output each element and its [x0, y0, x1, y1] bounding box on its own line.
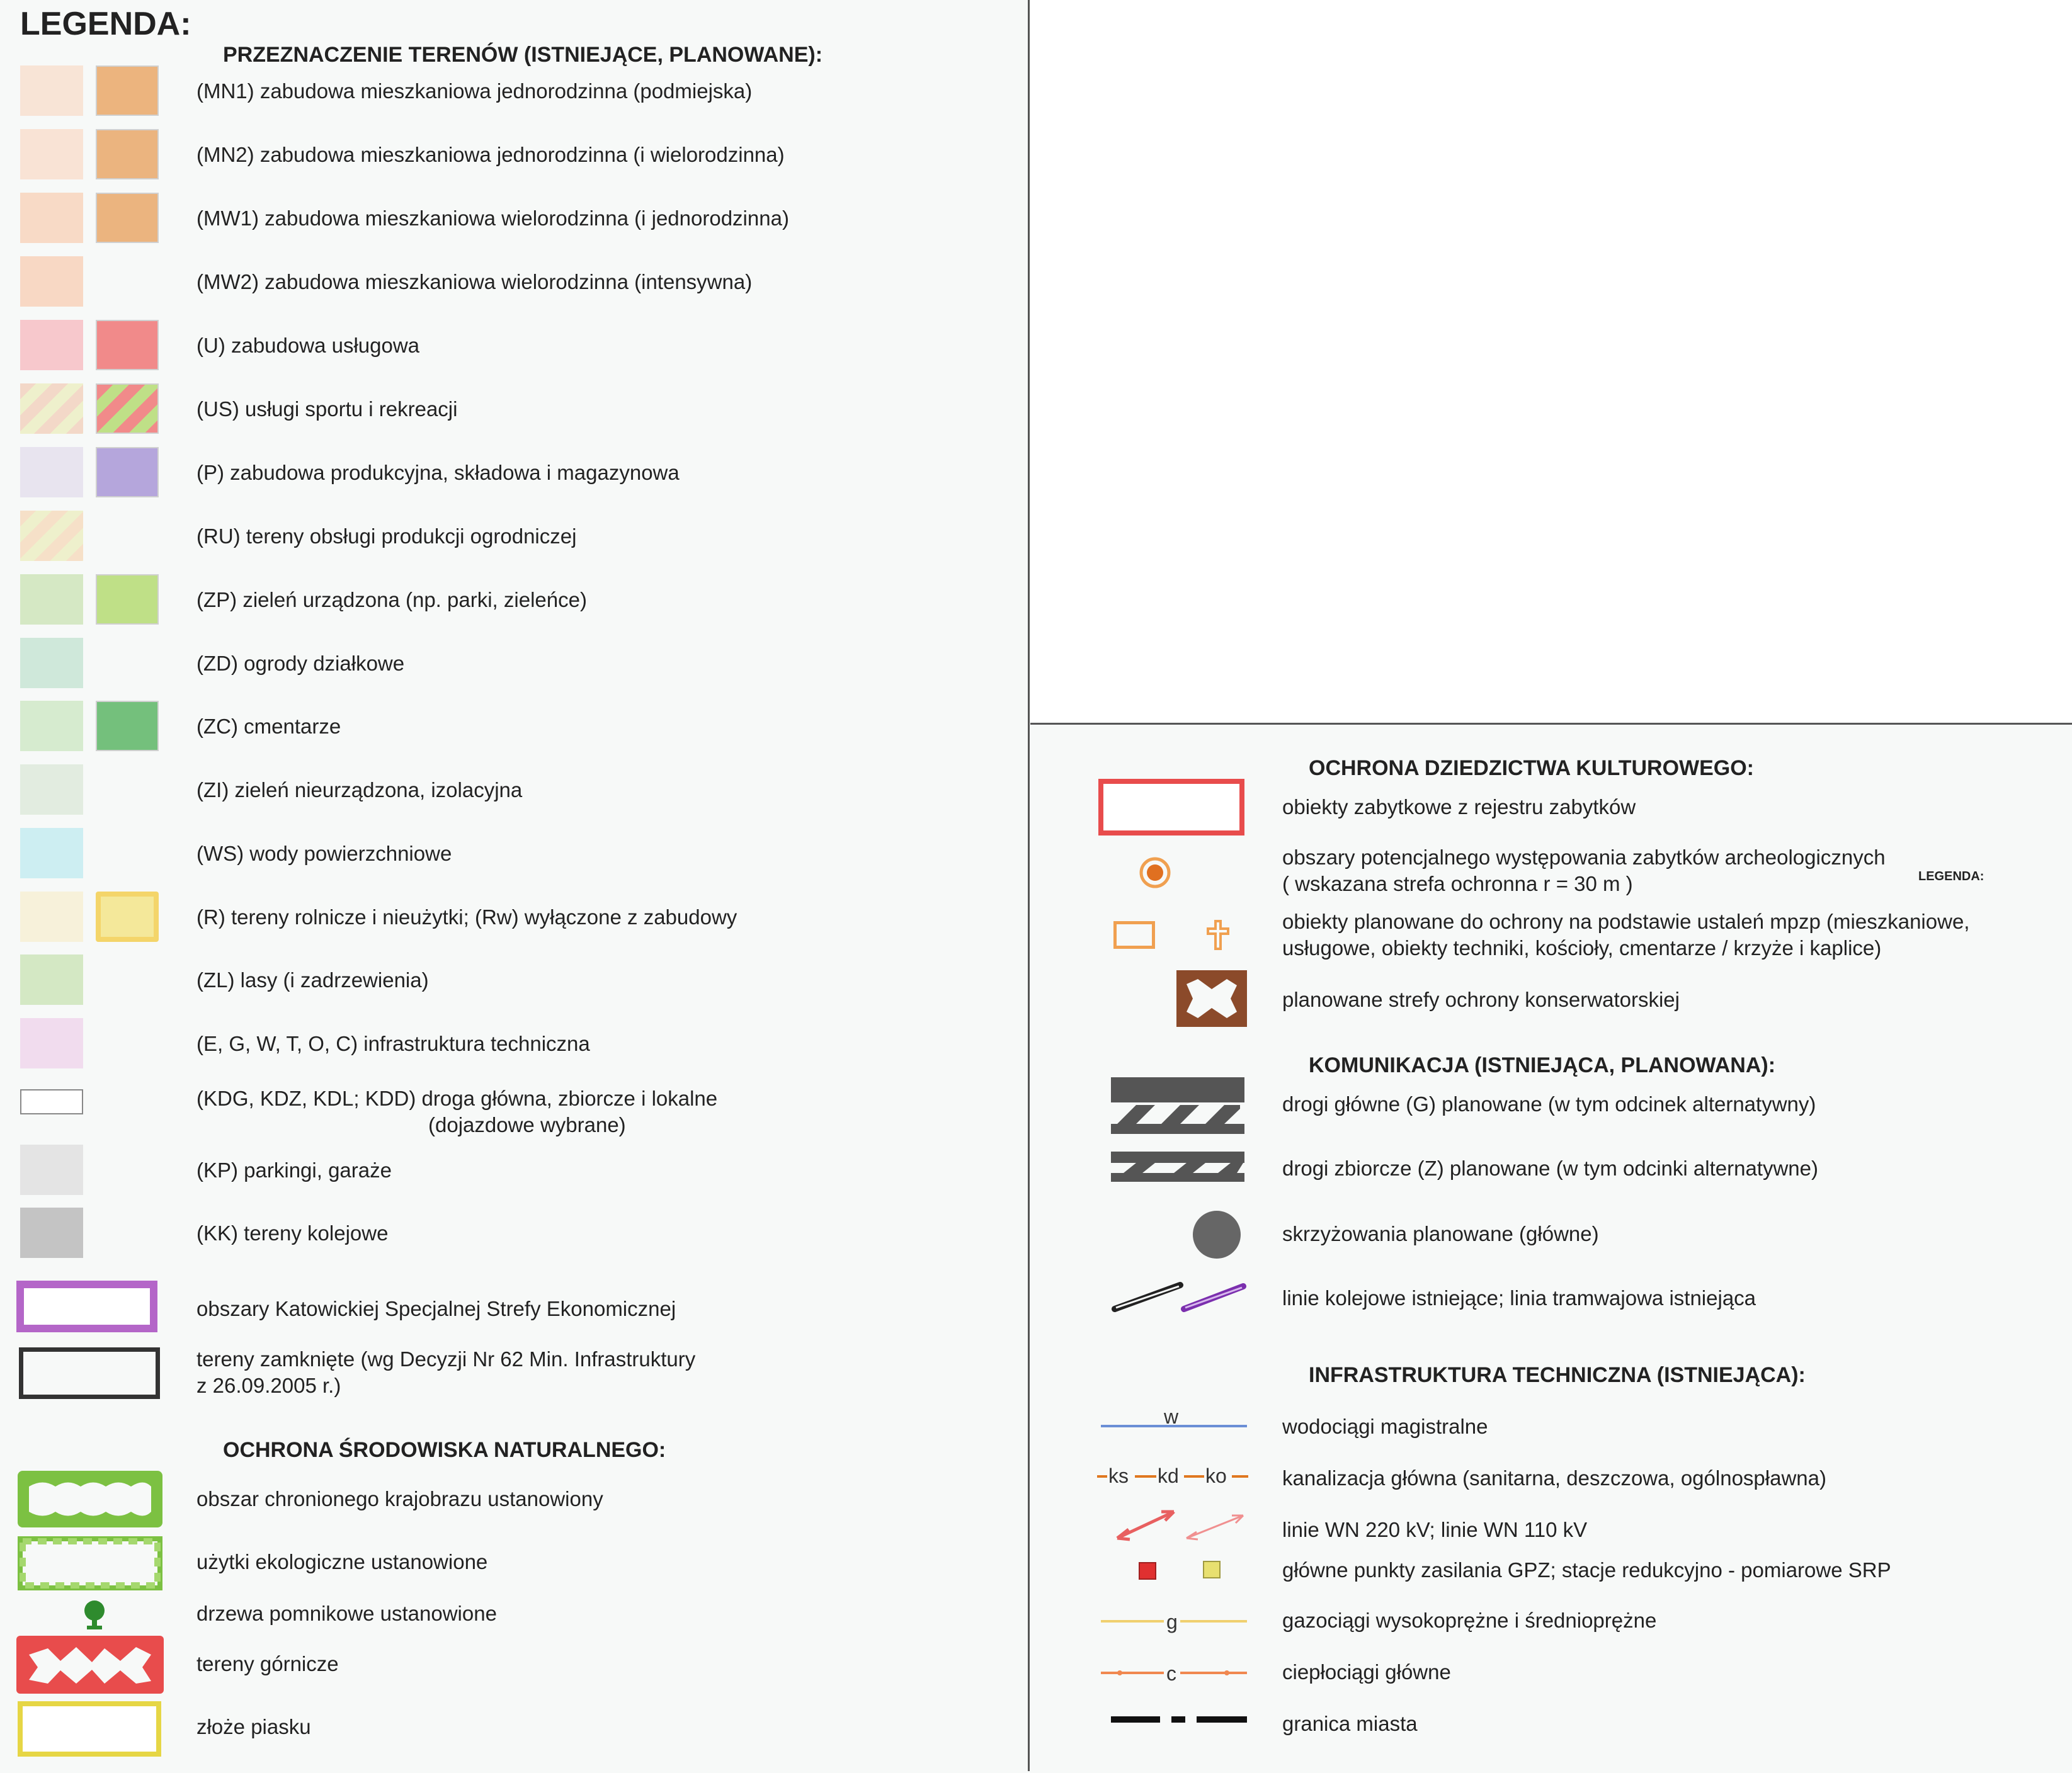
land-use-existing-swatch — [20, 129, 83, 179]
power-line-label: linie WN 220 kV; linie WN 110 kV — [1282, 1518, 1588, 1541]
heating-pipeline-icon — [1101, 1657, 1247, 1688]
monument-tree-icon — [81, 1599, 108, 1632]
land-use-label: (MN1) zabudowa mieszkaniowa jednorodzinna (podmiejska) — [196, 79, 753, 103]
svg-text:w: w — [1164, 1405, 1179, 1428]
land-use-existing-swatch — [20, 447, 83, 497]
land-use-heading: PRZEZNACZENIE TERENÓW (ISTNIEJĄCE, PLANOWANE): — [223, 43, 823, 67]
land-use-planned-swatch — [96, 193, 159, 243]
land-use-existing-swatch — [20, 1208, 83, 1258]
registered-monument-icon — [1098, 779, 1244, 836]
land-use-label: (MN2) zabudowa mieszkaniowa jednorodzinna (i wielorodzinna) — [196, 143, 785, 166]
land-use-label: (MW2) zabudowa mieszkaniowa wielorodzinna (intensywna) — [196, 270, 753, 293]
planned-protection-building-icon — [1113, 921, 1155, 949]
ecological-area-icon — [18, 1536, 162, 1590]
closed-area-label: tereny zamknięte (wg Decyzji Nr 62 Min. Infrastruktury — [196, 1347, 696, 1371]
land-use-label: (RU) tereny obsługi produkcji ogrodniczej — [196, 524, 577, 548]
land-use-existing-swatch — [20, 1089, 83, 1114]
cross-icon — [1204, 919, 1232, 951]
land-use-existing-swatch — [20, 256, 83, 307]
ecological-area-label: użytki ekologiczne ustanowione — [196, 1550, 488, 1573]
land-use-existing-swatch — [20, 1018, 83, 1068]
land-use-existing-swatch — [20, 193, 83, 243]
land-use-existing-swatch — [20, 320, 83, 370]
land-use-label: (ZC) cmentarze — [196, 715, 341, 738]
land-use-existing-swatch — [20, 828, 83, 878]
land-use-label-2: (dojazdowe wybrane) — [428, 1113, 626, 1136]
land-use-label: (R) tereny rolnicze i nieużytki; (Rw) wyłączone z zabudowy — [196, 905, 737, 929]
land-use-label: (MW1) zabudowa mieszkaniowa wielorodzinna (i jednorodzinna) — [196, 207, 789, 230]
gas-pipeline-label: gazociągi wysokoprężne i średnioprężne — [1282, 1609, 1657, 1632]
sand-deposit-label: złoże piasku — [196, 1715, 311, 1738]
city-boundary-icon — [1111, 1713, 1247, 1726]
land-use-planned-swatch — [96, 320, 159, 370]
land-use-existing-swatch — [20, 701, 83, 751]
economic-zone-label: obszary Katowickiej Specjalnej Strefy Ekonomicznej — [196, 1297, 676, 1320]
transport-heading: KOMUNIKACJA (ISTNIEJĄCA, PLANOWANA): — [1309, 1053, 1776, 1077]
conservation-zone-label: planowane strefy ochrony konserwatorskiej — [1282, 988, 1680, 1011]
land-use-label: (E, G, W, T, O, C) infrastruktura techniczna — [196, 1032, 590, 1055]
land-use-label: (ZP) zieleń urządzona (np. parki, zieleńce) — [196, 588, 587, 611]
land-use-planned-swatch — [96, 383, 159, 434]
land-use-planned-swatch — [96, 447, 159, 497]
svg-text:ks: ks — [1108, 1464, 1129, 1487]
collector-road-label: drogi zbiorcze (Z) planowane (w tym odcinki alternatywne) — [1282, 1157, 1819, 1180]
svg-text:kd: kd — [1158, 1464, 1179, 1487]
closed-area-label-2: z 26.09.2005 r.) — [196, 1374, 341, 1397]
land-use-existing-swatch — [20, 574, 83, 625]
small-legend-title: LEGENDA: — [1918, 870, 1984, 883]
sewer-icon — [1097, 1455, 1248, 1487]
mining-area-icon — [16, 1636, 164, 1694]
land-use-existing-swatch — [20, 638, 83, 688]
monument-tree-label: drzewa pomnikowe ustanowione — [196, 1602, 497, 1625]
land-use-label: (WS) wody powierzchniowe — [196, 842, 452, 865]
heritage-heading: OCHRONA DZIEDZICTWA KULTUROWEGO: — [1309, 756, 1754, 780]
svg-text:g: g — [1166, 1611, 1178, 1633]
planned-protection-label: obiekty planowane do ochrony na podstawie ustaleń mpzp (mieszkaniowe, — [1282, 910, 1970, 933]
registered-monument-label: obiekty zabytkowe z rejestru zabytków — [1282, 795, 1636, 819]
land-use-label: (P) zabudowa produkcyjna, składowa i magazynowa — [196, 461, 680, 484]
map-area-blank — [1030, 0, 2072, 722]
conservation-zone-icon — [1176, 970, 1247, 1027]
land-use-planned-swatch — [96, 574, 159, 625]
land-use-label: (U) zabudowa usługowa — [196, 334, 420, 357]
svg-text:ko: ko — [1205, 1464, 1227, 1487]
substation-label: główne punkty zasilania GPZ; stacje redukcyjno - pomiarowe SRP — [1282, 1558, 1891, 1582]
collector-road-icon — [1111, 1152, 1244, 1182]
water-main-label: wodociągi magistralne — [1282, 1415, 1488, 1438]
main-road-label: drogi główne (G) planowane (w tym odcinek alternatywny) — [1282, 1092, 1816, 1116]
legend-title: LEGENDA: — [20, 6, 191, 42]
main-road-icon — [1111, 1077, 1244, 1134]
land-use-existing-swatch — [20, 954, 83, 1005]
mining-area-label: tereny górnicze — [196, 1652, 339, 1675]
land-use-planned-swatch — [96, 65, 159, 116]
archaeological-site-icon — [1136, 854, 1174, 892]
protected-landscape-icon — [18, 1471, 162, 1527]
gpz-substation-icon — [1139, 1562, 1156, 1580]
land-use-existing-swatch — [20, 892, 83, 942]
protected-landscape-label: obszar chronionego krajobrazu ustanowiony — [196, 1487, 603, 1510]
sewer-label: kanalizacja główna (sanitarna, deszczowa, ogólnospławna) — [1282, 1466, 1826, 1490]
land-use-existing-swatch — [20, 65, 83, 116]
svg-text:c: c — [1166, 1662, 1176, 1685]
heating-pipeline-label: ciepłociągi główne — [1282, 1660, 1451, 1684]
srp-station-icon — [1203, 1561, 1221, 1578]
legend-right-panel — [1030, 723, 2072, 1773]
nature-protection-heading: OCHRONA ŚRODOWISKA NATURALNEGO: — [223, 1438, 666, 1462]
land-use-existing-swatch — [20, 1145, 83, 1195]
infrastructure-heading: INFRASTRUKTURA TECHNICZNA (ISTNIEJĄCA): — [1309, 1363, 1806, 1387]
land-use-label: (ZI) zieleń nieurządzona, izolacyjna — [196, 778, 523, 802]
city-boundary-label: granica miasta — [1282, 1712, 1418, 1735]
intersection-icon — [1192, 1209, 1242, 1260]
land-use-planned-swatch — [96, 129, 159, 179]
gas-pipeline-icon — [1101, 1605, 1247, 1636]
land-use-existing-swatch — [20, 764, 83, 815]
archaeological-site-label-2: ( wskazana strefa ochronna r = 30 m ) — [1282, 872, 1633, 895]
land-use-label: (ZL) lasy (i zadrzewienia) — [196, 968, 429, 992]
legend-left-panel — [0, 0, 1030, 1771]
land-use-existing-swatch — [20, 383, 83, 434]
intersection-label: skrzyżowania planowane (główne) — [1282, 1222, 1599, 1245]
land-use-label: (KDG, KDZ, KDL; KDD) droga główna, zbiorcze i lokalne — [196, 1087, 718, 1110]
land-use-planned-swatch — [96, 701, 159, 751]
land-use-existing-swatch — [20, 511, 83, 561]
power-line-icon — [1111, 1500, 1249, 1547]
railway-tram-icon — [1111, 1279, 1249, 1317]
economic-zone-swatch — [16, 1281, 157, 1332]
archaeological-site-label: obszary potencjalnego występowania zabytków archeologicznych — [1282, 846, 1886, 869]
sand-deposit-icon — [18, 1701, 161, 1757]
land-use-label: (KP) parkingi, garaże — [196, 1158, 392, 1182]
land-use-planned-swatch — [96, 892, 159, 942]
land-use-label: (ZD) ogrody działkowe — [196, 652, 405, 675]
closed-area-swatch — [19, 1347, 160, 1399]
railway-tram-label: linie kolejowe istniejące; linia tramwajowa istniejąca — [1282, 1286, 1756, 1310]
water-main-icon — [1101, 1405, 1247, 1436]
land-use-label: (US) usługi sportu i rekreacji — [196, 397, 458, 421]
planned-protection-label-2: usługowe, obiekty techniki, kościoły, cmentarze / krzyże i kaplice) — [1282, 936, 1882, 960]
land-use-label: (KK) tereny kolejowe — [196, 1221, 389, 1245]
